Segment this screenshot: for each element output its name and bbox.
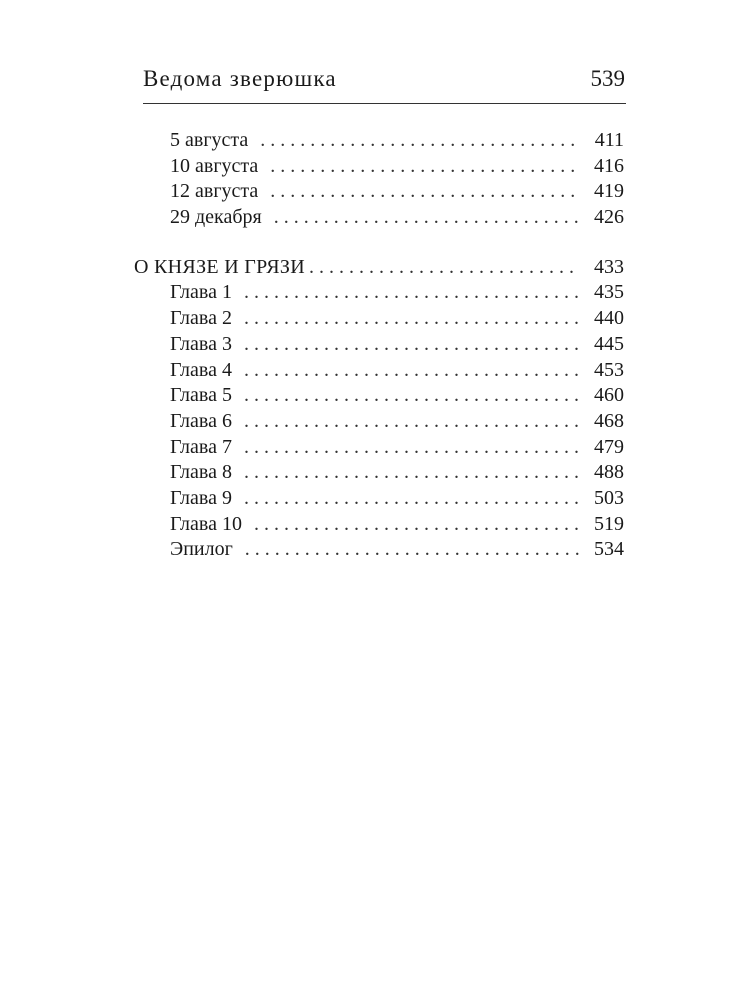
toc-entry bbox=[134, 154, 624, 180]
dot-leader bbox=[244, 383, 580, 409]
toc-entry-page: 416 bbox=[594, 154, 624, 177]
toc-entry bbox=[134, 383, 624, 409]
toc-entry-page: 453 bbox=[594, 358, 624, 381]
toc-entry-label: 12 августа bbox=[170, 180, 259, 203]
toc-entry bbox=[134, 460, 624, 486]
toc-entry-page: 519 bbox=[594, 512, 624, 535]
toc-entry-label: Глава 4 bbox=[170, 358, 232, 381]
toc-part-heading bbox=[134, 255, 624, 281]
toc-entry bbox=[134, 306, 624, 332]
dot-leader bbox=[274, 205, 580, 231]
toc-entry-label: Глава 1 bbox=[170, 281, 232, 304]
toc-entry-label: Глава 3 bbox=[170, 332, 232, 355]
toc-entry-page: 435 bbox=[594, 281, 624, 304]
dot-leader bbox=[244, 280, 580, 306]
toc-entry bbox=[134, 128, 624, 154]
page-number: 539 bbox=[590, 66, 625, 91]
running-head bbox=[143, 64, 625, 100]
toc-entry-label: Глава 7 bbox=[170, 435, 232, 458]
toc-entry-label: Глава 9 bbox=[170, 486, 232, 509]
toc-entry-label: 29 декабря bbox=[170, 206, 262, 229]
dot-leader bbox=[309, 255, 580, 281]
toc-entry-page: 460 bbox=[594, 384, 624, 407]
dot-leader bbox=[244, 409, 580, 435]
toc-entry-label: Глава 6 bbox=[170, 409, 232, 432]
toc-entry-label: Глава 10 bbox=[170, 512, 242, 535]
toc-entry bbox=[134, 358, 624, 384]
toc-entry bbox=[134, 409, 624, 435]
toc-entry-page: 468 bbox=[594, 409, 624, 432]
toc-entry-label: Глава 2 bbox=[170, 307, 232, 330]
dot-leader bbox=[244, 486, 580, 512]
dot-leader bbox=[270, 179, 580, 205]
toc-entry bbox=[134, 537, 624, 563]
dot-leader bbox=[260, 128, 580, 154]
table-of-contents bbox=[134, 128, 624, 563]
toc-entry-page: 419 bbox=[594, 180, 624, 203]
toc-entry-page: 411 bbox=[594, 129, 624, 151]
toc-entry-page: 488 bbox=[594, 461, 624, 484]
toc-part-label: О КНЯЗЕ И ГРЯЗИ bbox=[134, 255, 305, 278]
dot-leader bbox=[244, 435, 580, 461]
toc-entry-label: Глава 5 bbox=[170, 384, 232, 407]
dot-leader bbox=[245, 537, 580, 563]
toc-entry bbox=[134, 205, 624, 231]
toc-group-part bbox=[134, 255, 624, 563]
toc-entry-label: 10 августа bbox=[170, 154, 259, 177]
toc-entry bbox=[134, 435, 624, 461]
toc-entry-page: 440 bbox=[594, 307, 624, 330]
toc-entry-label: 5 августа bbox=[170, 129, 249, 151]
toc-entry bbox=[134, 280, 624, 306]
toc-entry-page: 445 bbox=[594, 332, 624, 355]
toc-group-dates bbox=[134, 128, 624, 231]
header-rule bbox=[143, 103, 626, 104]
toc-entry bbox=[134, 332, 624, 358]
toc-entry-label: Эпилог bbox=[170, 538, 233, 561]
dot-leader bbox=[244, 306, 580, 332]
toc-entry bbox=[134, 512, 624, 538]
dot-leader bbox=[244, 358, 580, 384]
toc-entry-page: 503 bbox=[594, 486, 624, 509]
running-title: Ведома зверюшка bbox=[143, 66, 337, 91]
toc-part-page: 433 bbox=[594, 255, 624, 278]
toc-entry bbox=[134, 486, 624, 512]
dot-leader bbox=[244, 460, 580, 486]
toc-entry-page: 479 bbox=[594, 435, 624, 458]
toc-entry-label: Глава 8 bbox=[170, 461, 232, 484]
dot-leader bbox=[244, 332, 580, 358]
dot-leader bbox=[254, 512, 580, 538]
toc-entry-page: 426 bbox=[594, 206, 624, 229]
dot-leader bbox=[270, 154, 580, 180]
toc-entry bbox=[134, 179, 624, 205]
toc-entry-page: 534 bbox=[594, 538, 624, 561]
